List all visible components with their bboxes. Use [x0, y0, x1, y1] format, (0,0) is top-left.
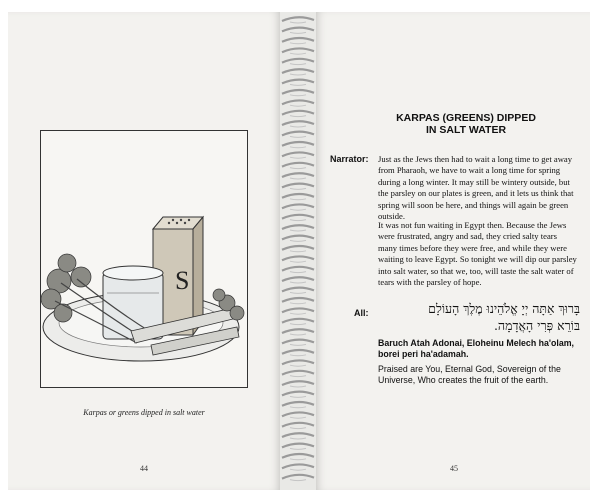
page-number-left: 44: [140, 464, 148, 473]
spiral-coil: [282, 69, 314, 73]
spiral-coil: [282, 90, 314, 94]
spiral-coil-shadow: [290, 272, 306, 273]
title-line-2: IN SALT WATER: [425, 124, 507, 136]
spiral-coil-shadow: [290, 344, 306, 345]
spiral-coil: [282, 402, 314, 406]
spiral-coil: [282, 329, 314, 333]
title-line-1: KARPAS (GREENS) DIPPED: [396, 112, 536, 124]
spiral-coil-shadow: [290, 209, 306, 210]
spiral-coil: [282, 433, 314, 437]
spiral-coil: [282, 59, 314, 63]
spiral-coil: [282, 392, 314, 396]
spiral-coil-shadow: [290, 355, 306, 356]
spiral-coil-shadow: [290, 407, 306, 408]
spiral-coil: [282, 17, 314, 21]
spiral-coil-shadow: [290, 126, 306, 127]
spiral-coil: [282, 236, 314, 240]
spiral-binding-icon: [280, 12, 316, 490]
spiral-coil-shadow: [290, 313, 306, 314]
spiral-coil-shadow: [290, 292, 306, 293]
spiral-coil: [282, 277, 314, 281]
hebrew-line-1: בָּרוּךְ אַתָּה יְיָ אֱלֹהֵינוּ מֶלֶךְ הָעוֹלָם: [428, 301, 580, 316]
transliteration: Baruch Atah Adonai, Eloheinu Melech ha'olam, borei peri ha'adamah.: [378, 338, 574, 359]
spiral-coil: [282, 48, 314, 52]
spiral-coil: [282, 475, 314, 479]
spiral-coil-shadow: [290, 480, 306, 481]
spiral-coil-shadow: [290, 220, 306, 221]
spiral-coil: [282, 423, 314, 427]
spiral-coil: [282, 308, 314, 312]
spiral-coil: [282, 444, 314, 448]
page-title: [366, 112, 566, 136]
spiral-coil: [282, 132, 314, 136]
spiral-coil: [282, 319, 314, 323]
spiral-coil-shadow: [290, 168, 306, 169]
spiral-coil-shadow: [290, 261, 306, 262]
narration-paragraph-1: Just as the Jews then had to wait a long time to get away from Pharaoh, we have to wait a long time for spring during a long winter. It may still be wintery outside, but the parsley on our plates is green, and it lets us think that spring will soon be here, and things will again be green outside.: [378, 154, 574, 222]
svg-text:S: S: [175, 266, 190, 295]
spiral-coil-shadow: [290, 365, 306, 366]
spiral-coil-shadow: [290, 251, 306, 252]
spiral-coil-shadow: [290, 199, 306, 200]
spiral-coil-shadow: [290, 303, 306, 304]
spiral-coil-shadow: [290, 240, 306, 241]
spiral-coil-shadow: [290, 324, 306, 325]
spiral-coil-shadow: [290, 95, 306, 96]
spiral-coil: [282, 173, 314, 177]
spiral-coil: [282, 464, 314, 468]
spiral-coil: [282, 38, 314, 42]
hebrew-line-2: בּוֹרֵא פְּרִי הָאֲדָמָה.: [493, 318, 580, 333]
spiral-coil-shadow: [290, 188, 306, 189]
english-translation: Praised are You, Eternal God, Sovereign of the Universe, Who creates the fruit of the earth.: [378, 364, 561, 385]
spiral-coil: [282, 163, 314, 167]
all-label: All:: [354, 308, 369, 318]
spiral-coil: [282, 28, 314, 32]
spiral-coil: [282, 121, 314, 125]
narration-paragraph-2: It was not fun waiting in Egypt then. Because the Jews were frustrated, angry and sad, they cried salty tears many times before they were free, and while they were waiting to leave Egypt. So tonight we will dip our parsley into salt water, so that we, too, will taste the salt water of tears with the parsley of hope.: [378, 220, 577, 288]
spiral-coil: [282, 256, 314, 260]
spiral-coil: [282, 350, 314, 354]
spiral-coil: [282, 225, 314, 229]
spiral-coil: [282, 111, 314, 115]
spiral-coil: [282, 215, 314, 219]
spiral-coil-shadow: [290, 64, 306, 65]
spiral-coil-shadow: [290, 43, 306, 44]
spiral-coil-shadow: [290, 32, 306, 33]
page-number-right: 45: [450, 464, 458, 473]
spiral-coil: [282, 371, 314, 375]
booklet-spread: [8, 12, 590, 490]
spiral-coil: [282, 142, 314, 146]
spiral-coil: [282, 267, 314, 271]
spiral-coil: [282, 381, 314, 385]
narrator-label: Narrator:: [330, 154, 369, 164]
spiral-coil-shadow: [290, 22, 306, 23]
spiral-coil-shadow: [290, 438, 306, 439]
spiral-coil-shadow: [290, 230, 306, 231]
spiral-coil-shadow: [290, 448, 306, 449]
illustration-caption: Karpas or greens dipped in salt water: [83, 408, 205, 417]
karpas-illustration: [40, 130, 248, 388]
spiral-coil-shadow: [290, 147, 306, 148]
spiral-coil: [282, 194, 314, 198]
spiral-coil-shadow: [290, 396, 306, 397]
right-page: [316, 12, 590, 490]
spiral-coil: [282, 184, 314, 188]
spiral-coil: [282, 288, 314, 292]
spiral-coil-shadow: [290, 469, 306, 470]
spiral-coil-shadow: [290, 53, 306, 54]
spiral-coil-shadow: [290, 116, 306, 117]
spiral-coil: [282, 152, 314, 156]
spiral-coil: [282, 298, 314, 302]
spiral-coil: [282, 340, 314, 344]
spiral-coil-shadow: [290, 334, 306, 335]
spiral-coil: [282, 454, 314, 458]
hebrew-blessing: [374, 300, 580, 334]
spiral-coil-shadow: [290, 417, 306, 418]
spiral-coil: [282, 412, 314, 416]
spiral-coil-shadow: [290, 84, 306, 85]
spiral-coil: [282, 80, 314, 84]
spiral-coil-shadow: [290, 157, 306, 158]
spiral-coil-shadow: [290, 136, 306, 137]
spiral-coil-shadow: [290, 459, 306, 460]
spiral-coil-shadow: [290, 74, 306, 75]
spiral-coil: [282, 100, 314, 104]
spiral-coil: [282, 246, 314, 250]
spiral-coil: [282, 204, 314, 208]
spiral-coil-shadow: [290, 178, 306, 179]
spiral-coil-shadow: [290, 376, 306, 377]
spiral-coil-shadow: [290, 428, 306, 429]
spiral-coil-shadow: [290, 105, 306, 106]
spiral-coil-shadow: [290, 386, 306, 387]
spiral-coil-shadow: [290, 282, 306, 283]
left-page: [8, 12, 280, 490]
spiral-coil: [282, 360, 314, 364]
